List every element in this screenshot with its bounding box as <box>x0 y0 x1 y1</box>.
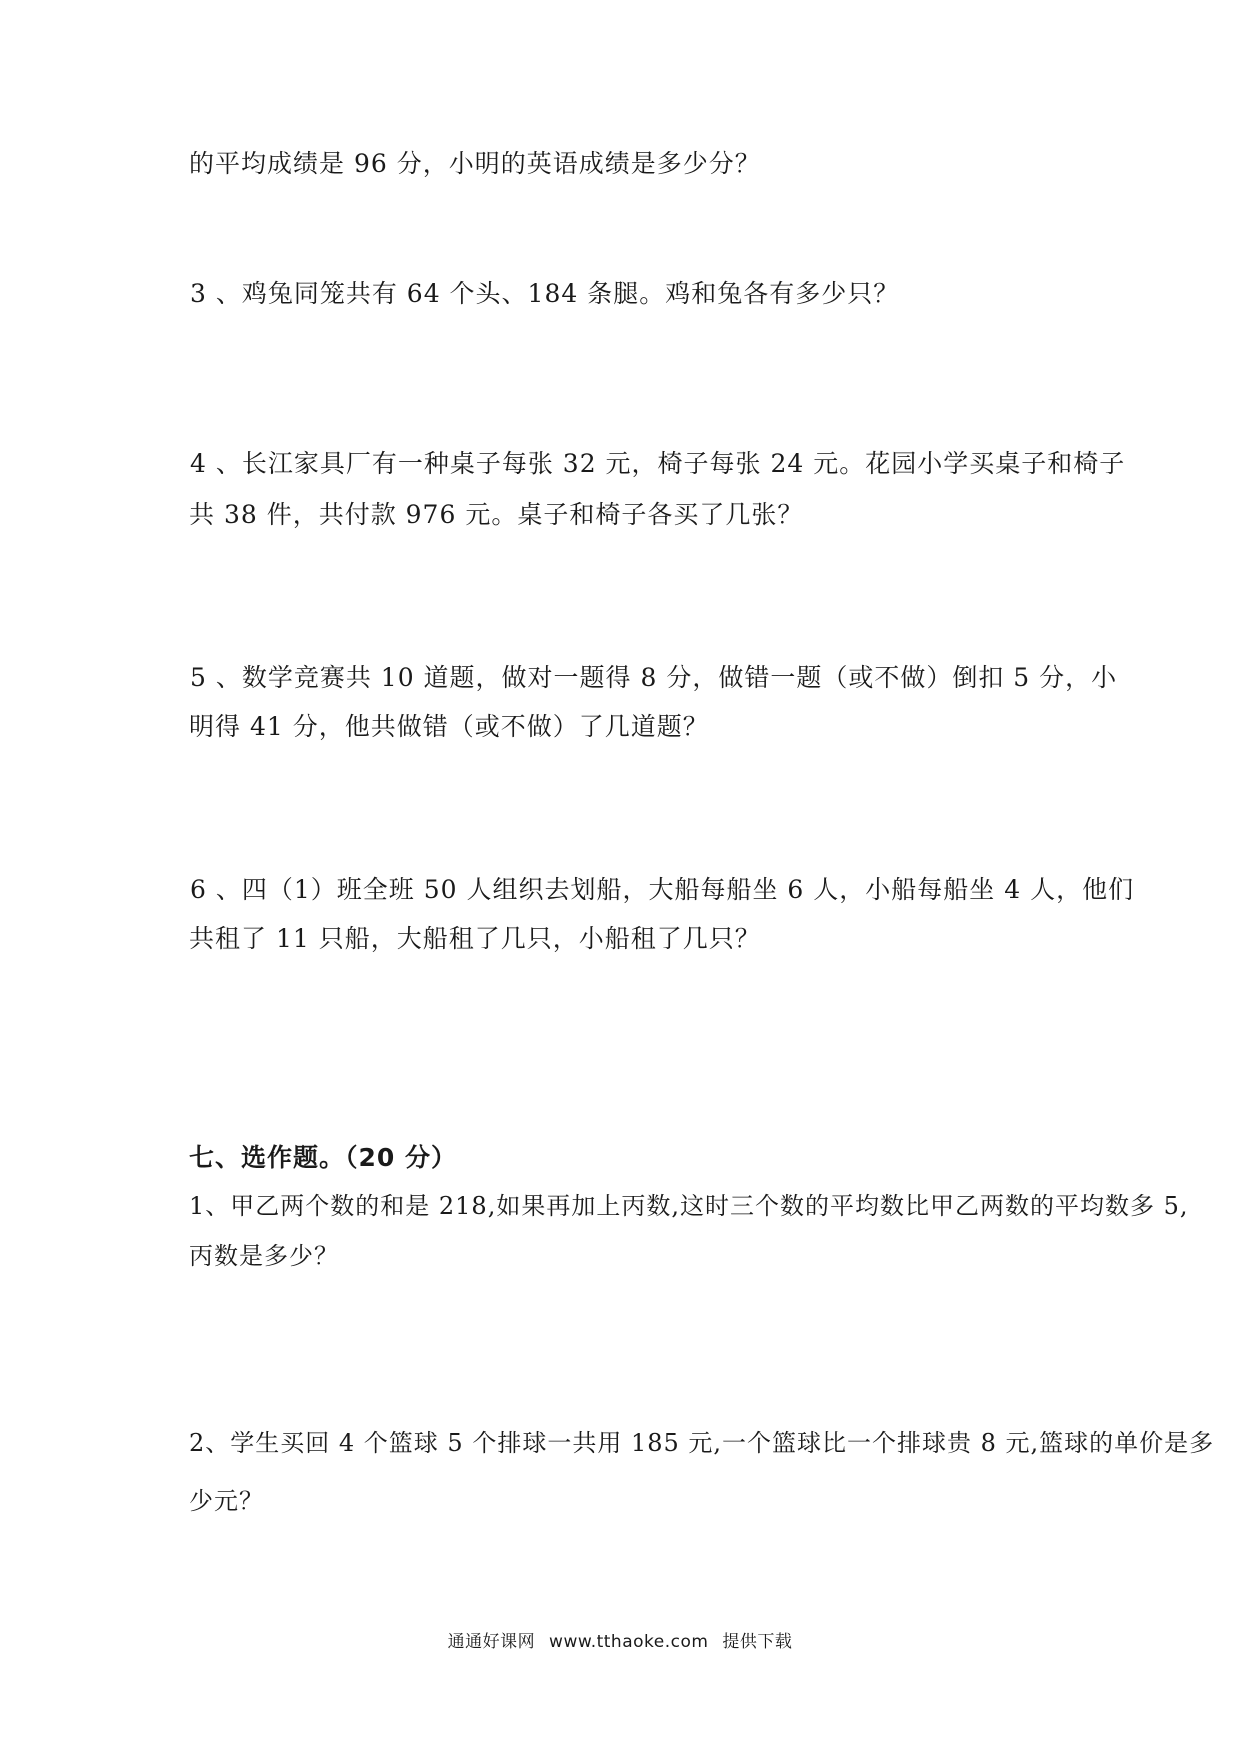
question-3-line-1: 3 、鸡兔同笼共有 64 个头、184 条腿。鸡和兔各有多少只？ <box>190 279 900 308</box>
footer-suffix: 提供下载 <box>722 1632 793 1652</box>
page-footer <box>0 1627 1240 1652</box>
section-7-heading: 七、选作题。（20 分） <box>189 1143 457 1172</box>
footer-url[interactable]: www.tthaoke.com <box>549 1632 709 1652</box>
carryover-question-line: 的平均成绩是 96 分，小明的英语成绩是多少分？ <box>189 149 761 178</box>
question-4-line-2: 共 38 件，共付款 976 元。桌子和椅子各买了几张？ <box>189 500 804 529</box>
section-7-question-1-line-1: 1、甲乙两个数的和是 218,如果再加上丙数,这时三个数的平均数比甲乙两数的平均数多 5, <box>189 1192 1189 1220</box>
question-6-line-1: 6 、四（1）班全班 50 人组织去划船，大船每船坐 6 人，小船每船坐 4 人，他们 <box>190 875 1135 904</box>
section-7-question-2-line-2: 少元？ <box>189 1487 264 1515</box>
question-5-line-1: 5 、数学竞赛共 10 道题，做对一题得 8 分，做错一题（或不做）倒扣 5 分，小 <box>190 663 1118 692</box>
section-7-question-2-line-1: 2、学生买回 4 个篮球 5 个排球一共用 185 元,一个篮球比一个排球贵 8 元,篮球的单价是多 <box>189 1429 1215 1457</box>
question-6-line-2: 共租了 11 只船，大船租了几只，小船租了几只？ <box>189 924 761 953</box>
section-7-question-1-line-2: 丙数是多少？ <box>189 1242 339 1270</box>
question-5-line-2: 明得 41 分，他共做错（或不做）了几道题？ <box>189 712 709 741</box>
question-4-line-1: 4 、长江家具厂有一种桌子每张 32 元，椅子每张 24 元。花园小学买桌子和椅子 <box>190 449 1126 478</box>
footer-site-name: 通通好课网 <box>447 1632 536 1652</box>
